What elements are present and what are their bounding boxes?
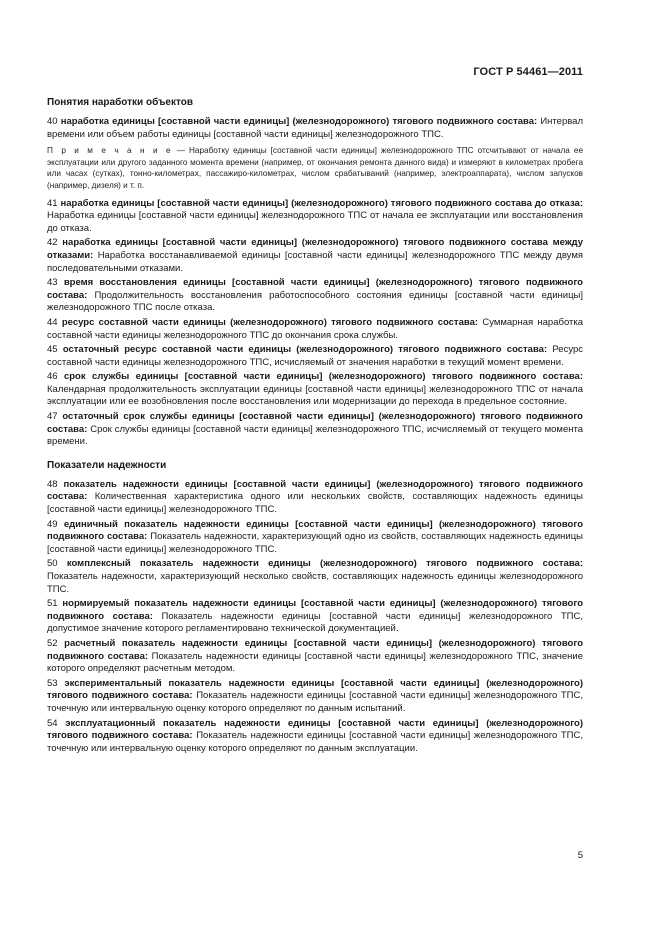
term-definition: Наработка восстанавливаемой единицы [составной части единицы] железнодорожного ТПС между двумя последовательными отказами. bbox=[47, 249, 583, 274]
term-name: время восстановления единицы [составной части единицы] (железнодорожного) тягового подвижного состава: bbox=[47, 277, 583, 301]
term-name: остаточный ресурс составной части единицы (железнодорожного) тягового подвижного состава: bbox=[62, 344, 548, 356]
term-number: 49 bbox=[47, 518, 58, 530]
term-number: 52 bbox=[47, 637, 58, 649]
term-entry bbox=[47, 317, 583, 342]
term-definition: Продолжительность восстановления работоспособного состояния единицы [составной части единицы] железнодорожного ТПС после отказа. bbox=[47, 289, 583, 314]
term-entry bbox=[47, 718, 583, 756]
term-entry bbox=[47, 678, 583, 716]
note bbox=[47, 145, 583, 191]
term-name: комплексный показатель надежности единицы (железнодорожного) тягового подвижного состава: bbox=[66, 558, 583, 570]
term-number: 42 bbox=[47, 237, 58, 249]
note-text: — Наработку единицы [составной части единицы] железнодорожного ТПС отсчитывают от начала ее эксплуатации или другого заданного момента времени (например, от окончания ремонта данного вида) и измеряют в километрах пробега или часах (сутках), тонно-километрах, пассажиро-километрах, числом срабатываний (например, электроаппарата), числом запусков (например, дизеля) и т. п. bbox=[47, 146, 584, 190]
term-entry bbox=[47, 598, 583, 636]
section-title: Понятия наработки объектов bbox=[47, 97, 193, 108]
term-definition: Показатель надежности единицы [составной части единицы] железнодорожного ТПС, допустимое значение которого регламентировано технической документацией. bbox=[47, 610, 584, 635]
term-definition: Срок службы единицы [составной части единицы] железнодорожного ТПС, исчисляемый от текущего момента времени. bbox=[47, 423, 584, 448]
term-number: 54 bbox=[47, 717, 58, 729]
term-number: 46 bbox=[47, 371, 58, 383]
term-name: наработка единицы [составной части единицы] (железнодорожного) тягового подвижного состава между отказами: bbox=[47, 237, 583, 261]
term-definition: Календарная продолжительность эксплуатации единицы [составной части единицы] железнодорожного ТПС от начала эксплуатации или ее возобновления после восстановления или модернизации до перехода в предельное состояние. bbox=[47, 383, 583, 408]
term-name: срок службы единицы [составной части единицы] (железнодорожного) тягового подвижного состава: bbox=[63, 371, 583, 383]
term-entry bbox=[47, 519, 583, 557]
term-definition: Показатель надежности, характеризующий несколько свойств, составляющих надежность единицы железнодорожного ТПС. bbox=[47, 571, 583, 595]
term-number: 43 bbox=[47, 277, 58, 289]
note-label: П р и м е ч а н и е bbox=[47, 146, 173, 156]
term-definition: Наработка единицы [составной части единицы] железнодорожного ТПС от начала ее эксплуатации или восстановления до отказа. bbox=[47, 210, 583, 234]
term-entry bbox=[47, 371, 583, 409]
term-definition: Показатель надежности единицы [составной части единицы] железнодорожного ТПС, точечную или интервальную оценку которого определяют по данным эксплуатации. bbox=[47, 730, 584, 754]
term-number: 40 bbox=[47, 116, 58, 127]
term-name: экспериментальный показатель надежности единицы [составной части единицы] (железнодорожного) тягового подвижного состава: bbox=[47, 677, 584, 702]
term-name: ресурс составной части единицы (железнодорожного) тягового подвижного состава: bbox=[61, 316, 479, 328]
term-number: 50 bbox=[47, 558, 58, 570]
term-definition: Ресурс составной части единицы железнодорожного ТПС, исчисляемый от значения наработки в текущий момент времени. bbox=[47, 344, 584, 368]
term-entry bbox=[47, 277, 583, 315]
term-name: наработка единицы [составной части единицы] (железнодорожного) тягового подвижного состава до отказа: bbox=[60, 197, 583, 209]
term-entry bbox=[47, 638, 583, 676]
term-entry bbox=[47, 479, 583, 517]
term-definition: Показатель надежности, характеризующий одно из свойств, составляющих надежность единицы [составной части единицы] железнодорожного ТПС. bbox=[47, 531, 583, 555]
page-number: 5 bbox=[577, 850, 583, 861]
term-name: расчетный показатель надежности единицы [составной части единицы] (железнодорожного) тягового подвижного состава: bbox=[47, 637, 583, 662]
term-number: 51 bbox=[47, 598, 58, 610]
term-name: наработка единицы [составной части единицы] (железнодорожного) тягового подвижного состава: bbox=[60, 116, 538, 127]
term-entry bbox=[47, 344, 583, 369]
term-definition: Показатель надежности единицы [составной части единицы] железнодорожного ТПС, точечную или интервальную оценку которого определяют по данным испытаний. bbox=[47, 690, 584, 714]
term-definition: Количественная характеристика одного или нескольких свойств, составляющих надежность единицы [составной части единицы] железнодорожного ТПС. bbox=[47, 491, 583, 516]
term-number: 41 bbox=[47, 197, 58, 209]
term-definition: Суммарная наработка составной части единицы железнодорожного ТПС до окончания срока службы. bbox=[47, 316, 584, 341]
term-number: 45 bbox=[47, 344, 58, 356]
document-header: ГОСТ Р 54461—2011 bbox=[473, 66, 583, 78]
term-name: эксплуатационный показатель надежности единицы [составной части единицы] (железнодорожного) тягового подвижного состава: bbox=[47, 717, 583, 742]
term-number: 53 bbox=[47, 677, 58, 689]
term-name: остаточный срок службы единицы [составной части единицы] (железнодорожного) тягового подвижного состава: bbox=[47, 411, 583, 435]
term-definition: Показатель надежности единицы [составной части единицы] железнодорожного ТПС, значение которого определяют расчетным методом. bbox=[47, 650, 583, 675]
term-number: 48 bbox=[47, 478, 58, 490]
term-definition: Интервал времени или объем работы единицы [составной части единицы] железнодорожного ТПС. bbox=[47, 116, 583, 140]
term-entry bbox=[47, 237, 583, 275]
term-number: 47 bbox=[47, 411, 58, 423]
term-entry bbox=[47, 198, 583, 236]
term-entry bbox=[47, 116, 583, 141]
term-name: показатель надежности единицы [составной части единицы] (железнодорожного) тягового подвижного состава: bbox=[47, 478, 583, 503]
section-title: Показатели надежности bbox=[47, 459, 167, 471]
term-entry bbox=[47, 411, 583, 449]
term-name: нормируемый показатель надежности единицы [составной части единицы] (железнодорожного) тягового подвижного состава: bbox=[47, 598, 583, 622]
term-number: 44 bbox=[47, 316, 58, 328]
term-entry bbox=[47, 558, 583, 596]
term-name: единичный показатель надежности единицы [составной части единицы] (железнодорожного) тягового подвижного состава: bbox=[47, 518, 583, 543]
